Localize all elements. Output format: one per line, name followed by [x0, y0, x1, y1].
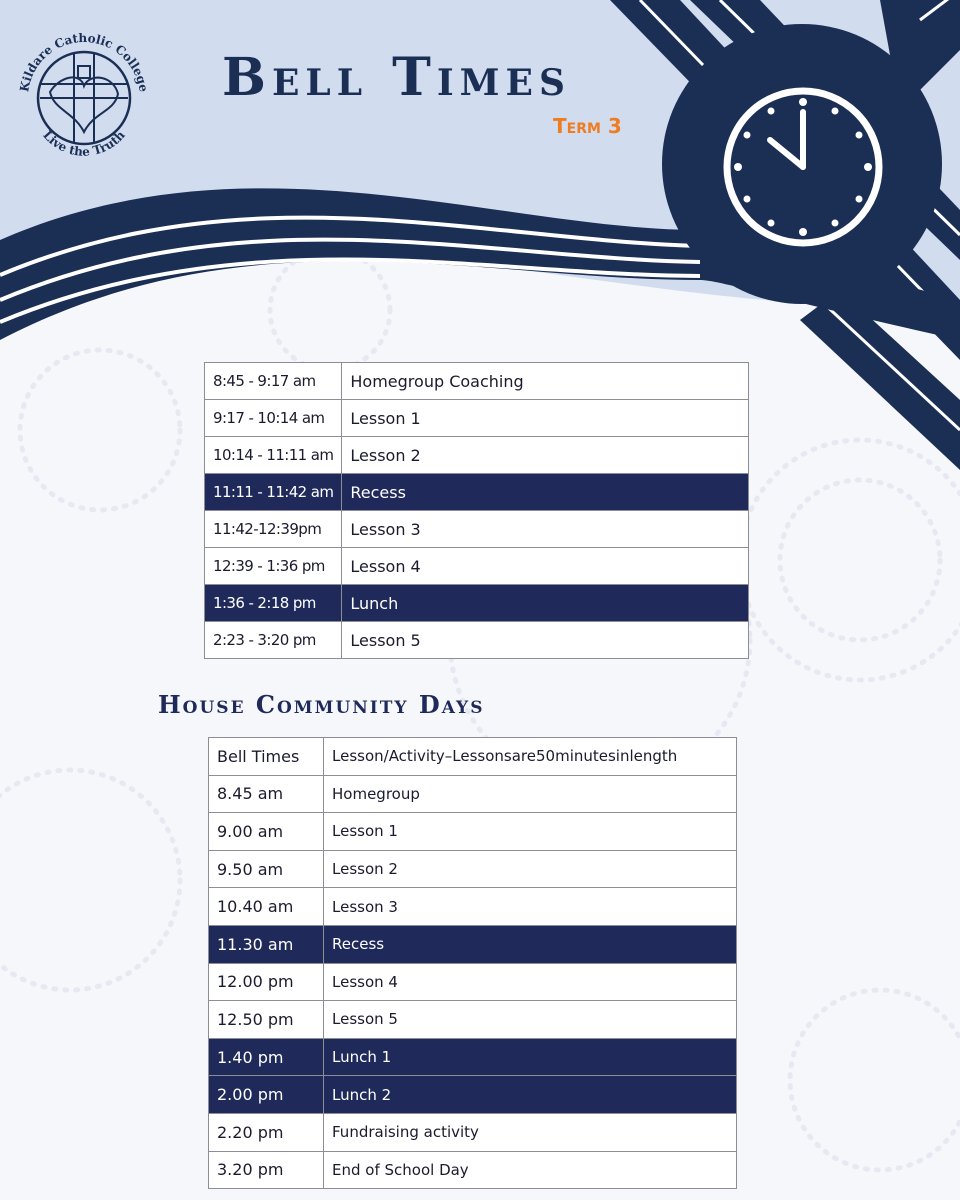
time-cell: 9:17 - 10:14 am [205, 400, 342, 437]
activity-cell: Homegroup [324, 775, 737, 813]
activity-cell: Lesson 2 [324, 850, 737, 888]
activity-cell: Lunch 2 [324, 1076, 737, 1114]
time-cell: 10:14 - 11:11 am [205, 437, 342, 474]
activity-cell: Recess [342, 474, 749, 511]
logo-school-name: Kildare Catholic College [17, 32, 151, 93]
table-row [209, 775, 737, 813]
time-cell: 1:36 - 2:18 pm [205, 585, 342, 622]
time-cell: 9.00 am [209, 813, 324, 851]
time-cell: 2:23 - 3:20 pm [205, 622, 342, 659]
time-cell: 2.20 pm [209, 1113, 324, 1151]
table-row [209, 963, 737, 1001]
table-row [205, 511, 749, 548]
page-title: Bell Times [222, 47, 571, 108]
house-community-title: House Community Days [158, 690, 485, 719]
activity-cell: Homegroup Coaching [342, 363, 749, 400]
bell-times-table [204, 362, 749, 659]
time-cell: 12.00 pm [209, 963, 324, 1001]
time-cell: 8.45 am [209, 775, 324, 813]
time-cell: 8:45 - 9:17 am [205, 363, 342, 400]
school-logo [14, 32, 154, 162]
table-row [209, 813, 737, 851]
table-row [205, 548, 749, 585]
activity-cell: Lunch [342, 585, 749, 622]
table-row [209, 1076, 737, 1114]
activity-cell: End of School Day [324, 1151, 737, 1189]
page-subtitle: Term 3 [553, 114, 622, 138]
table-row [205, 400, 749, 437]
time-cell: 11:42-12:39pm [205, 511, 342, 548]
time-cell: 1.40 pm [209, 1038, 324, 1076]
activity-cell: Lesson 4 [324, 963, 737, 1001]
time-cell: 12.50 pm [209, 1001, 324, 1039]
table-row [209, 925, 737, 963]
table-row [209, 1151, 737, 1189]
table-row [205, 437, 749, 474]
activity-cell: Lesson 1 [324, 813, 737, 851]
activity-cell: Lesson 4 [342, 548, 749, 585]
time-cell: 2.00 pm [209, 1076, 324, 1114]
table-header-row [209, 738, 737, 776]
table-row [205, 622, 749, 659]
activity-cell: Lesson 1 [342, 400, 749, 437]
header-activity: Lesson/Activity–Lessonsare50minutesinlength [324, 738, 737, 776]
activity-cell: Lunch 1 [324, 1038, 737, 1076]
table-row [209, 850, 737, 888]
table-row [205, 474, 749, 511]
time-cell: 11:11 - 11:42 am [205, 474, 342, 511]
time-cell: 12:39 - 1:36 pm [205, 548, 342, 585]
activity-cell: Lesson 5 [324, 1001, 737, 1039]
activity-cell: Lesson 3 [324, 888, 737, 926]
table-row [209, 1038, 737, 1076]
table-row [205, 585, 749, 622]
table-row [205, 363, 749, 400]
activity-cell: Lesson 2 [342, 437, 749, 474]
activity-cell: Fundraising activity [324, 1113, 737, 1151]
activity-cell: Lesson 5 [342, 622, 749, 659]
time-cell: 9.50 am [209, 850, 324, 888]
table-row [209, 1001, 737, 1039]
activity-cell: Recess [324, 925, 737, 963]
table-row [209, 888, 737, 926]
time-cell: 10.40 am [209, 888, 324, 926]
logo-motto: Live the Truth [40, 128, 128, 159]
header-time: Bell Times [209, 738, 324, 776]
table-row [209, 1113, 737, 1151]
time-cell: 11.30 am [209, 925, 324, 963]
time-cell: 3.20 pm [209, 1151, 324, 1189]
clock-icon [718, 82, 888, 252]
activity-cell: Lesson 3 [342, 511, 749, 548]
house-community-table [208, 737, 737, 1189]
